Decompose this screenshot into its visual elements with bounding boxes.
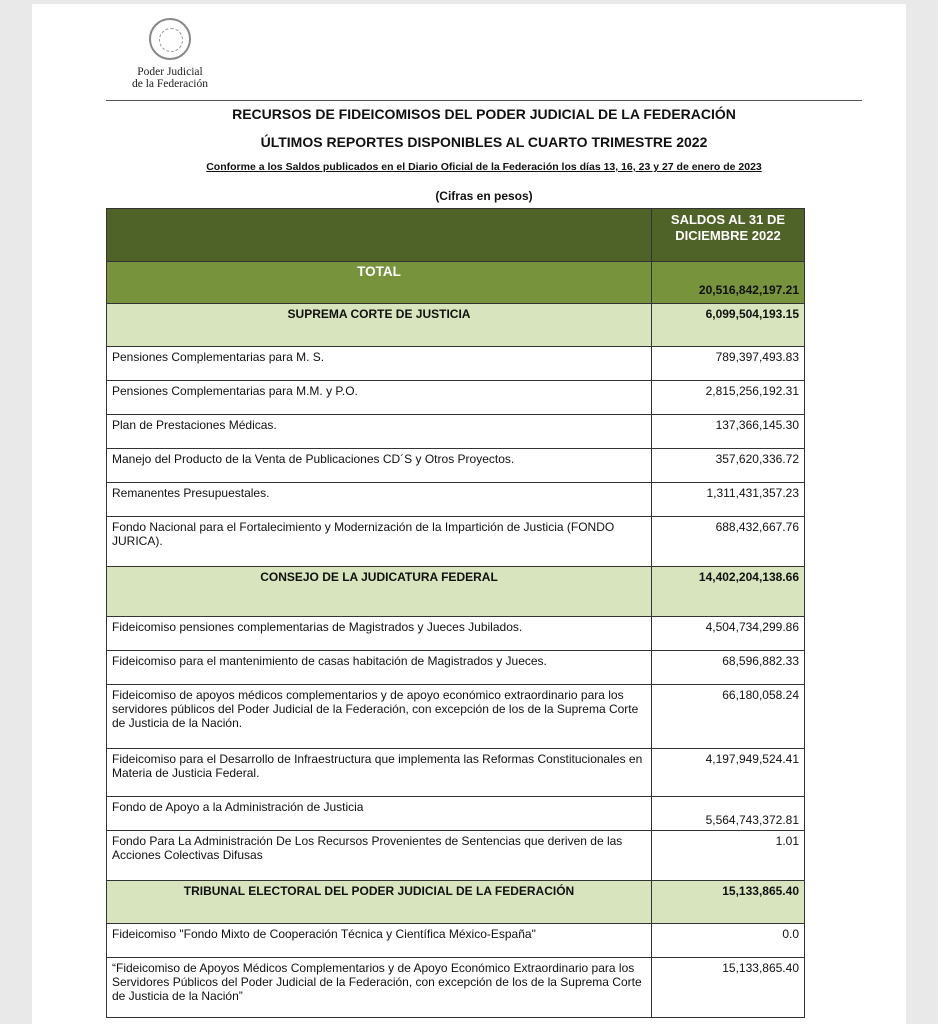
table-row xyxy=(107,651,805,685)
row-label: Remanentes Presupuestales. xyxy=(107,483,652,517)
units-note: (Cifras en pesos) xyxy=(435,189,533,203)
row-value: 1,311,431,357.23 xyxy=(652,483,805,517)
table-row xyxy=(107,347,805,381)
section-value: 14,402,204,138.66 xyxy=(652,567,805,617)
table-header-row xyxy=(107,209,805,262)
row-label: Fondo Nacional para el Fortalecimiento y Modernización de la Impartición de Justicia (FONDO JURICA). xyxy=(107,517,652,567)
total-row xyxy=(107,262,805,304)
row-label: Fideicomiso de apoyos médicos complementarios y de apoyo económico extraordinario para los servidores públicos del Poder Judicial de la Federación, con excepción de los de la Suprema Corte de Justicia de la Nación. xyxy=(107,685,652,749)
row-label: “Fideicomiso de Apoyos Médicos Complementarios y de Apoyo Económico Extraordinario para los Servidores Públicos del Poder Judicial de la Federación, con excepción de los de la Suprema Corte de Justicia de la Nación” xyxy=(107,958,652,1018)
table-row xyxy=(107,749,805,797)
document-subtitle: ÚLTIMOS REPORTES DISPONIBLES AL CUARTO TRIMESTRE 2022 xyxy=(260,134,708,150)
table-row xyxy=(107,797,805,831)
total-label: TOTAL xyxy=(107,262,652,304)
total-value: 20,516,842,197.21 xyxy=(652,262,805,304)
row-value: 4,504,734,299.86 xyxy=(652,617,805,651)
section-value: 6,099,504,193.15 xyxy=(652,304,805,347)
table-row xyxy=(107,449,805,483)
institution-logo xyxy=(112,18,228,90)
header-value-cell: SALDOS AL 31 DE DICIEMBRE 2022 xyxy=(652,209,805,262)
row-label: Plan de Prestaciones Médicas. xyxy=(107,415,652,449)
section-row xyxy=(107,567,805,617)
row-value: 357,620,336.72 xyxy=(652,449,805,483)
table-row xyxy=(107,958,805,1018)
row-label: Fideicomiso para el mantenimiento de casas habitación de Magistrados y Jueces. xyxy=(107,651,652,685)
row-value: 789,397,493.83 xyxy=(652,347,805,381)
table-row xyxy=(107,831,805,881)
table-row xyxy=(107,924,805,958)
row-label: Manejo del Producto de la Venta de Publicaciones CD´S y Otros Proyectos. xyxy=(107,449,652,483)
document-title: RECURSOS DE FIDEICOMISOS DEL PODER JUDICIAL DE LA FEDERACIÓN xyxy=(232,106,736,122)
section-row xyxy=(107,304,805,347)
row-value: 1.01 xyxy=(652,831,805,881)
row-value: 68,596,882.33 xyxy=(652,651,805,685)
section-row xyxy=(107,881,805,924)
logo-line-1: Poder Judicial xyxy=(137,66,203,78)
row-label: Fondo Para La Administración De Los Recursos Provenientes de Sentencias que deriven de las Acciones Colectivas Difusas xyxy=(107,831,652,881)
section-name: SUPREMA CORTE DE JUSTICIA xyxy=(107,304,652,347)
header-divider xyxy=(106,100,862,101)
table-row xyxy=(107,685,805,749)
table-row xyxy=(107,517,805,567)
row-value: 4,197,949,524.41 xyxy=(652,749,805,797)
row-label: Pensiones Complementarias para M.M. y P.O. xyxy=(107,381,652,415)
row-value: 66,180,058.24 xyxy=(652,685,805,749)
row-value: 688,432,667.76 xyxy=(652,517,805,567)
section-value: 15,133,865.40 xyxy=(652,881,805,924)
row-value: 5,564,743,372.81 xyxy=(652,797,805,831)
national-seal-icon xyxy=(149,18,191,60)
header-label-cell xyxy=(107,209,652,262)
row-label: Fondo de Apoyo a la Administración de Justicia xyxy=(107,797,652,831)
row-value: 137,366,145.30 xyxy=(652,415,805,449)
row-value: 0.0 xyxy=(652,924,805,958)
section-name: TRIBUNAL ELECTORAL DEL PODER JUDICIAL DE LA FEDERACIÓN xyxy=(107,881,652,924)
section-name: CONSEJO DE LA JUDICATURA FEDERAL xyxy=(107,567,652,617)
table-row xyxy=(107,381,805,415)
row-value: 15,133,865.40 xyxy=(652,958,805,1018)
logo-line-2: de la Federación xyxy=(132,78,208,90)
trust-balances-table xyxy=(106,208,805,1018)
table-row xyxy=(107,483,805,517)
row-value: 2,815,256,192.31 xyxy=(652,381,805,415)
row-label: Pensiones Complementarias para M. S. xyxy=(107,347,652,381)
row-label: Fideicomiso para el Desarrollo de Infraestructura que implementa las Reformas Constitucionales en Materia de Justicia Federal. xyxy=(107,749,652,797)
table-row xyxy=(107,617,805,651)
row-label: Fideicomiso pensiones complementarias de Magistrados y Jueces Jubilados. xyxy=(107,617,652,651)
source-note: Conforme a los Saldos publicados en el Diario Oficial de la Federación los días 13, 16, 23 y 27 de enero de 2023 xyxy=(206,161,762,173)
row-label: Fideicomiso "Fondo Mixto de Cooperación Técnica y Científica México-España" xyxy=(107,924,652,958)
table-row xyxy=(107,415,805,449)
